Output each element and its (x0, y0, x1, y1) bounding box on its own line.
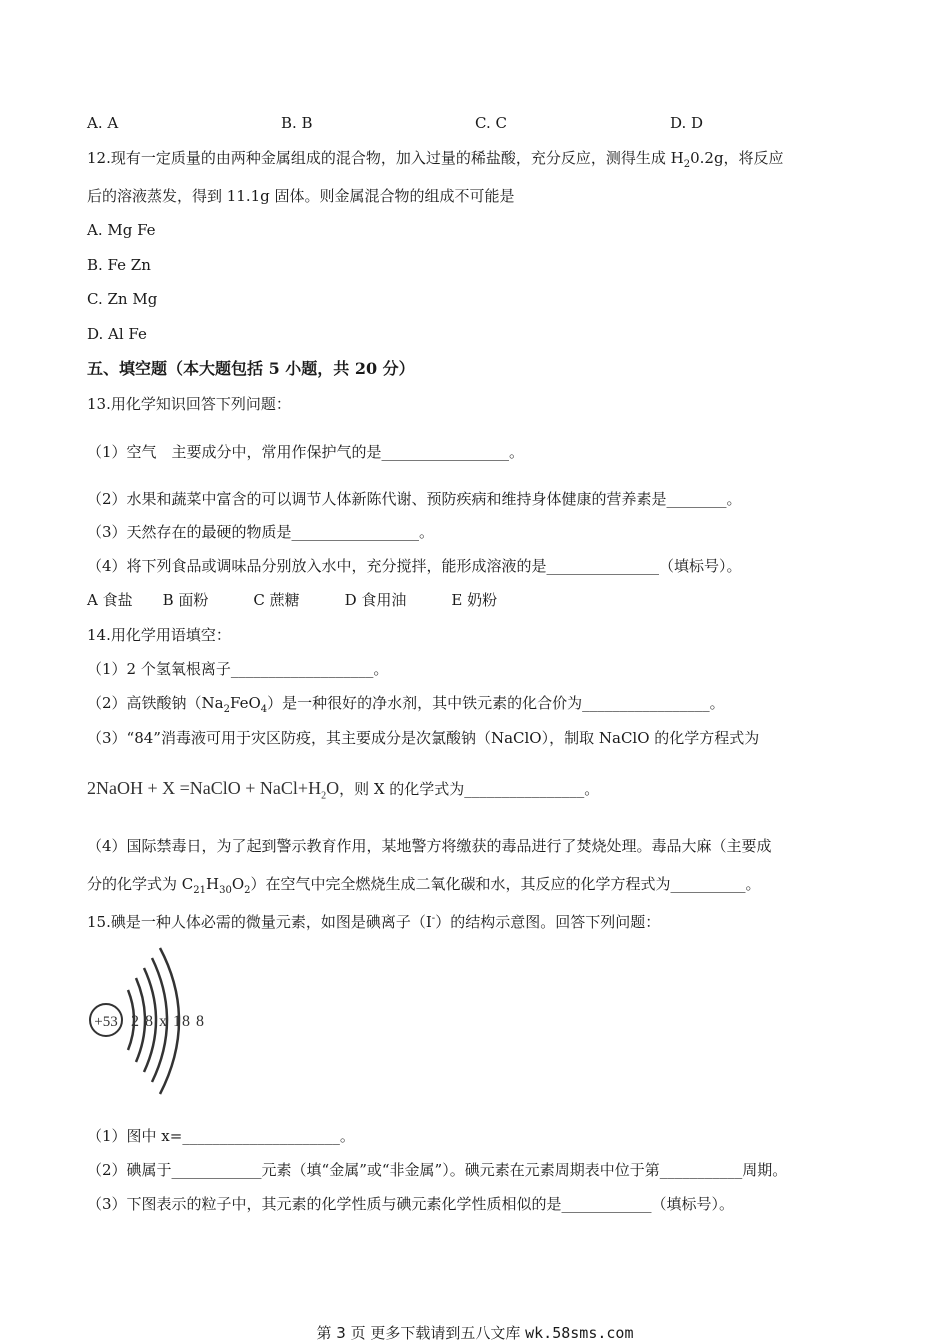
q13-choices: A 食盐 B 面粉 C 蔗糖 D 食用油 E 奶粉 (87, 591, 498, 609)
prev-option-a: A. A (87, 114, 119, 132)
q12-option-c: C. Zn Mg (87, 290, 158, 308)
q12-line1: 12.现有一定质量的由两种金属组成的混合物，加入过量的稀盐酸，充分反应，测得生成 $H_20.2g$，将反应 (87, 149, 784, 170)
q15-part3: （3）下图表示的粒子中，其元素的化学性质与碘元素化学性质相似的是____________（填标号）。 (87, 1195, 735, 1213)
prev-option-b: B. B (281, 114, 313, 132)
q15-part2: （2）碘属于____________元素（填“金属”或“非金属”）。碘元素在元素周期表中位于第___________周期。 (87, 1161, 788, 1179)
q13-part3: （3）天然存在的最硬的物质是_________________。 (87, 523, 435, 541)
chemical-equation: 2NaOH + X =NaClO + $NaCl+H_2O$ (87, 778, 340, 802)
q15-stem: 15.碘是一种人体必需的微量元素，如图是碘离子（I-）的结构示意图。回答下列问题： (87, 913, 661, 931)
q14-part4-line2: 分的化学式为 $C_{21}H_{30}O_2$）在空气中完全燃烧生成二氧化碳和水，其反应的化学方程式为__________。 (87, 875, 761, 896)
shell-electron-counts: 2 8 x 18 8 (131, 1013, 205, 1030)
prev-option-d: D. D (670, 114, 704, 132)
q12-option-d: D. Al Fe (87, 325, 147, 343)
q12-option-b: B. Fe Zn (87, 256, 151, 274)
q14-part1: （1）2 个氢氧根离子___________________。 (87, 660, 389, 678)
q14-part3: （3）“84”消毒液可用于灾区防疫，其主要成分是次氯酸钠（NaClO），制取 NaClO 的化学方程式为 (87, 729, 760, 747)
section-title: 五、填空题（本大题包括 5 小题，共 20 分） (87, 359, 415, 378)
iodide-ion-structure-diagram (86, 942, 216, 1102)
q13-part1: （1）空气 主要成分中，常用作保护气的是_________________。 (87, 443, 525, 461)
prev-option-c: C. C (475, 114, 507, 132)
page-footer: 第 3 页 更多下载请到五八文库 wk.58sms.com (316, 1324, 634, 1342)
q12-line2: 后的溶液蒸发，得到 11.1g 固体。则金属混合物的组成不可能是 (87, 187, 515, 205)
footer-link[interactable]: wk.58sms.com (525, 1324, 634, 1342)
q15-part1: （1）图中 x=_____________________。 (87, 1127, 355, 1145)
nucleus-label: +53 (94, 1014, 118, 1030)
q14-stem: 14.用化学用语填空： (87, 626, 231, 644)
q13-stem: 13.用化学知识回答下列问题： (87, 395, 291, 413)
q14-equation-line: 2NaOH + X =NaClO + $NaCl+H_2O$，则 X 的化学式为________________。 (87, 778, 600, 802)
q13-part4: （4）将下列食品或调味品分别放入水中，充分搅拌，能形成溶液的是_______________（填标号）。 (87, 557, 742, 575)
q13-part2: （2）水果和蔬菜中富含的可以调节人体新陈代谢、预防疾病和维持身体健康的营养素是________。 (87, 490, 742, 508)
q12-option-a: A. Mg Fe (87, 221, 156, 239)
q14-part2: （2）高铁酸钠$(Na_2FeO_4)$是一种很好的净水剂，其中铁元素的化合价为_________________。 (87, 694, 725, 715)
q14-part4-line1: （4）国际禁毒日，为了起到警示教育作用，某地警方将缴获的毒品进行了焚烧处理。毒品大麻（主要成 (87, 837, 772, 855)
